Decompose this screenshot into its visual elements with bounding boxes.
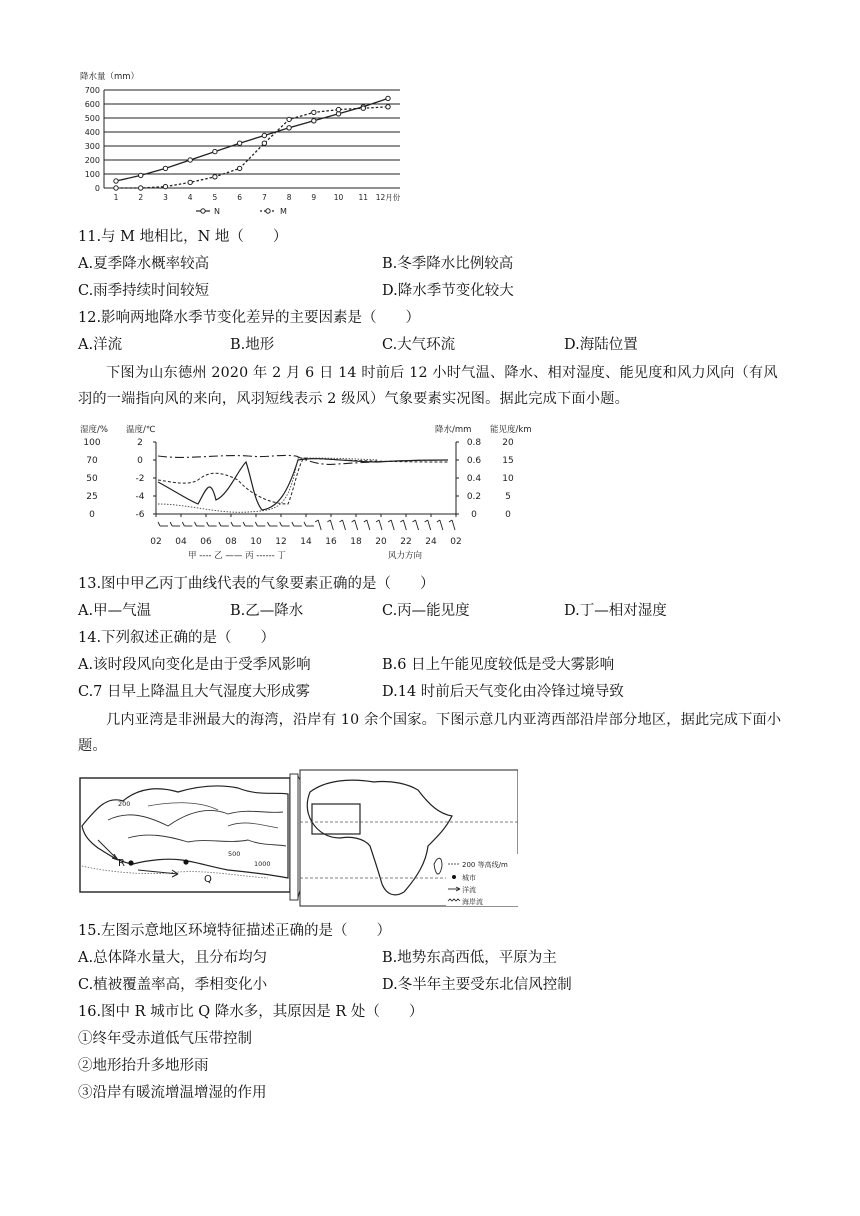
wind-barb-feather: [376, 520, 379, 522]
weather-legend-text: 甲 ---- 乙 —— 丙 ------ 丁: [188, 551, 286, 561]
header-rain: 降水/mm: [435, 425, 472, 435]
wind-barb-feather: [292, 522, 294, 526]
wind-barb: [343, 520, 346, 530]
series-N-point: [188, 158, 192, 162]
humidity-tick: 0: [89, 510, 95, 520]
legend-city: 城市: [462, 874, 476, 882]
weather-legend-wind: 风力方向: [388, 551, 423, 561]
x-tick-label: 7: [261, 193, 267, 202]
humidity-tick: 100: [83, 438, 101, 448]
wind-barb-feather: [158, 522, 160, 526]
chart1-legend: [196, 207, 287, 216]
y-tick-label: 700: [84, 86, 100, 95]
q15-stem: 15.左图示意地区环境特征描述正确的是（ ）: [78, 923, 392, 939]
q16-statement-2: ②地形抬升多地形雨: [78, 1058, 209, 1074]
wind-barb-feather: [352, 520, 355, 522]
q14-stem: 14.下列叙述正确的是（ ）: [78, 630, 276, 646]
guinea-gulf-map: [78, 766, 518, 912]
y-tick-label: 0: [94, 184, 100, 193]
regional-map: [80, 778, 290, 892]
x-tick-label: 3: [163, 193, 168, 202]
wind-barbs: [158, 520, 455, 530]
wind-barb: [355, 520, 358, 530]
rain-tick: 0.2: [466, 492, 482, 502]
temperature-tick: 2: [137, 438, 143, 448]
series-N-point: [237, 141, 241, 145]
x-tick-label: 9: [311, 193, 317, 202]
series-N-point: [262, 133, 266, 137]
series-N-point: [114, 179, 118, 183]
q14-option-c[interactable]: C.7 日早上降温且大气湿度大形成雾: [78, 684, 311, 700]
wind-barb-feather: [268, 522, 270, 526]
temperature-tick: -4: [135, 492, 145, 502]
series-M-point: [114, 186, 118, 190]
series-M-point: [262, 141, 266, 145]
wind-barb-feather: [388, 520, 391, 522]
header-humidity: 湿度/%: [80, 425, 108, 435]
wind-barb: [428, 520, 431, 530]
wind-barb: [416, 520, 419, 530]
q12-option-a[interactable]: A.洋流: [78, 337, 123, 353]
visibility-tick: 10: [502, 474, 514, 484]
q16-statement-3: ③沿岸有暖流增温增湿的作用: [78, 1085, 267, 1101]
x-tick-label: 12月份: [375, 193, 401, 202]
intro-weather-paragraph: [78, 360, 788, 412]
q15-option-b[interactable]: B.地势东高西低，平原为主: [382, 950, 557, 966]
series-M-point: [386, 105, 390, 109]
series-M-point: [213, 175, 217, 179]
temperature-tick: -6: [135, 510, 145, 520]
wind-barb-feather: [255, 522, 257, 526]
chart1-ylabel: 降水量（mm）: [80, 72, 140, 82]
chart1-xticks: [114, 192, 401, 202]
wind-barb: [318, 520, 321, 530]
time-tick: 08: [225, 537, 237, 547]
city-r-label: R: [118, 858, 125, 869]
wind-barb-feather: [327, 520, 330, 522]
q12-option-d[interactable]: D.海陆位置: [564, 337, 638, 353]
wind-barb: [379, 520, 382, 530]
q11-stem: 11.与 M 地相比，N 地（ ）: [78, 229, 288, 245]
x-tick-label: 2: [138, 193, 144, 202]
rain-tick: 0.4: [466, 474, 482, 484]
x-tick-label: 8: [286, 193, 292, 202]
q13-option-d[interactable]: D.丁—相对湿度: [564, 603, 667, 619]
time-tick: 10: [250, 537, 262, 547]
weather-legend: [188, 550, 423, 561]
q14-option-a[interactable]: A.该时段风向变化是由于受季风影响: [78, 657, 311, 673]
weather-curves: [158, 455, 448, 512]
q11-option-d[interactable]: D.降水季节变化较大: [382, 283, 514, 299]
intro-guinea-paragraph: [78, 707, 788, 759]
y-tick-label: 500: [84, 114, 100, 123]
intro-weather-text: 下图为山东德州 2020 年 2 月 6 日 14 时前后 12 小时气温、降水、相对湿度、能见度和风力风向（有风羽的一端指向风的来向，风羽短线表示 2 级风）气象要素实况图。据此完成下面小题。: [78, 365, 778, 407]
q12-option-b[interactable]: B.地形: [230, 337, 275, 353]
humidity-tick: 50: [86, 474, 98, 484]
wind-barb: [403, 520, 406, 530]
q14-option-d[interactable]: D.14 时前后天气变化由冷锋过境导致: [382, 684, 624, 700]
contour-200-label: 200: [118, 800, 131, 808]
series-M-point: [336, 107, 340, 111]
chart1-yticks: [85, 86, 100, 193]
visibility-tick: 0: [505, 510, 511, 520]
series-N-point: [163, 166, 167, 170]
wind-barb-feather: [170, 522, 172, 526]
legend-contour: 200 等高线/m: [462, 861, 508, 869]
wind-barb-feather: [243, 522, 245, 526]
y-tick-label: 200: [84, 156, 100, 165]
x-tick-label: 6: [237, 193, 243, 202]
wind-barb: [367, 520, 370, 530]
time-tick: 16: [325, 537, 337, 547]
x-tick-label: 11: [358, 193, 369, 202]
q15-option-a[interactable]: A.总体降水量大，且分布均匀: [78, 950, 268, 966]
wind-barb-feather: [195, 522, 197, 526]
series-M-line: [116, 107, 388, 188]
time-tick: 12: [275, 537, 287, 547]
time-tick: 22: [400, 537, 412, 547]
wind-barb-feather: [364, 520, 367, 522]
x-tick-label: 4: [187, 193, 193, 202]
wind-barb-feather: [315, 520, 318, 522]
visibility-tick: 5: [505, 492, 511, 502]
series-N-point: [287, 126, 291, 130]
weather-ticks: [83, 438, 514, 547]
time-tick: 06: [200, 537, 212, 547]
rain-tick: 0: [471, 510, 477, 520]
contour-1000-label: 1000: [254, 860, 271, 868]
y-tick-label: 300: [84, 142, 100, 151]
legend-current: 洋流: [462, 886, 476, 894]
wind-barb-feather: [304, 522, 306, 526]
legend-coastal: 海岸流: [462, 898, 483, 906]
q11-option-c[interactable]: C.雨季持续时间较短: [78, 283, 210, 299]
x-tick-label: 5: [212, 193, 218, 202]
wind-barb: [330, 520, 333, 530]
visibility-tick: 15: [502, 456, 514, 466]
contour-500-label: 500: [228, 850, 241, 858]
y-tick-label: 600: [84, 100, 100, 109]
y-tick-label: 100: [84, 170, 100, 179]
map-legend: [446, 854, 518, 906]
q16-statement-1: ①终年受赤道低气压带控制: [78, 1031, 252, 1047]
series-N-point: [139, 173, 143, 177]
x-tick-label: 1: [113, 193, 119, 202]
q13-option-a[interactable]: A.甲—气温: [78, 603, 152, 619]
weather-chart: [78, 420, 558, 562]
wind-barb-feather: [280, 522, 282, 526]
temperature-tick: -2: [135, 474, 145, 484]
wind-barb-feather: [437, 520, 440, 522]
city-q-label: Q: [204, 874, 212, 885]
wind-barb-feather: [207, 522, 209, 526]
humidity-tick: 70: [86, 456, 98, 466]
series-N-point: [386, 96, 390, 100]
temperature-tick: 0: [137, 456, 143, 466]
y-tick-label: 400: [84, 128, 100, 137]
q12-option-c[interactable]: C.大气环流: [382, 337, 456, 353]
time-tick: 14: [300, 537, 312, 547]
q13-option-c[interactable]: C.丙—能见度: [382, 603, 470, 619]
series-M-point: [287, 117, 291, 121]
series-M-point: [361, 106, 365, 110]
legend-n-label: N: [214, 207, 220, 216]
chart1-series: [114, 96, 390, 190]
wind-barb-feather: [413, 520, 416, 522]
time-tick: 24: [425, 537, 437, 547]
wind-barb: [391, 520, 394, 530]
time-tick: 02: [150, 537, 162, 547]
time-tick: 18: [350, 537, 362, 547]
series-M-point: [139, 186, 143, 190]
x-tick-label: 10: [333, 193, 344, 202]
wind-barb-feather: [400, 520, 403, 522]
time-tick: 20: [375, 537, 387, 547]
series-M-point: [312, 110, 316, 114]
series-M-point: [163, 184, 167, 188]
rain-tick: 0.8: [466, 438, 482, 448]
wind-barb-feather: [231, 522, 233, 526]
wind-barb-feather: [340, 520, 343, 522]
visibility-tick: 20: [502, 438, 514, 448]
wind-barb-feather: [219, 522, 221, 526]
wind-barb: [452, 520, 455, 530]
header-visibility: 能见度/km: [490, 425, 532, 435]
q13-stem: 13.图中甲乙丙丁曲线代表的气象要素正确的是（ ）: [78, 576, 435, 592]
time-tick: 02: [450, 537, 462, 547]
q13-option-b[interactable]: B.乙—降水: [230, 603, 304, 619]
q15-option-d[interactable]: D.冬半年主要受东北信风控制: [382, 977, 572, 993]
q12-stem: 12.影响两地降水季节变化差异的主要因素是（ ）: [78, 310, 421, 326]
humidity-tick: 25: [86, 492, 98, 502]
series-M-point: [188, 180, 192, 184]
q11-option-a[interactable]: A.夏季降水概率较高: [78, 256, 210, 272]
precipitation-chart: [78, 70, 418, 220]
series-N-point: [312, 119, 316, 123]
wind-barb-feather: [425, 520, 428, 522]
series-N-line: [116, 98, 388, 181]
q14-option-b[interactable]: B.6 日上午能见度较低是受大雾影响: [382, 657, 615, 673]
intro-guinea-text: 几内亚湾是非洲最大的海湾，沿岸有 10 余个国家。下图示意几内亚湾西部沿岸部分地区，据此完成下面小题。: [78, 712, 782, 754]
wind-barb-feather: [449, 520, 452, 522]
q16-stem: 16.图中 R 城市比 Q 降水多，其原因是 R 处（ ）: [78, 1004, 424, 1020]
series-N-point: [213, 149, 217, 153]
legend-m-label: M: [280, 207, 287, 216]
q15-option-c[interactable]: C.植被覆盖率高，季相变化小: [78, 977, 268, 993]
series-M-point: [237, 166, 241, 170]
wind-barb: [440, 520, 443, 530]
wind-barb-feather: [182, 522, 184, 526]
q11-option-b[interactable]: B.冬季降水比例较高: [382, 256, 514, 272]
time-tick: 04: [175, 537, 187, 547]
rain-tick: 0.6: [466, 456, 482, 466]
header-temperature: 温度/℃: [126, 425, 156, 435]
